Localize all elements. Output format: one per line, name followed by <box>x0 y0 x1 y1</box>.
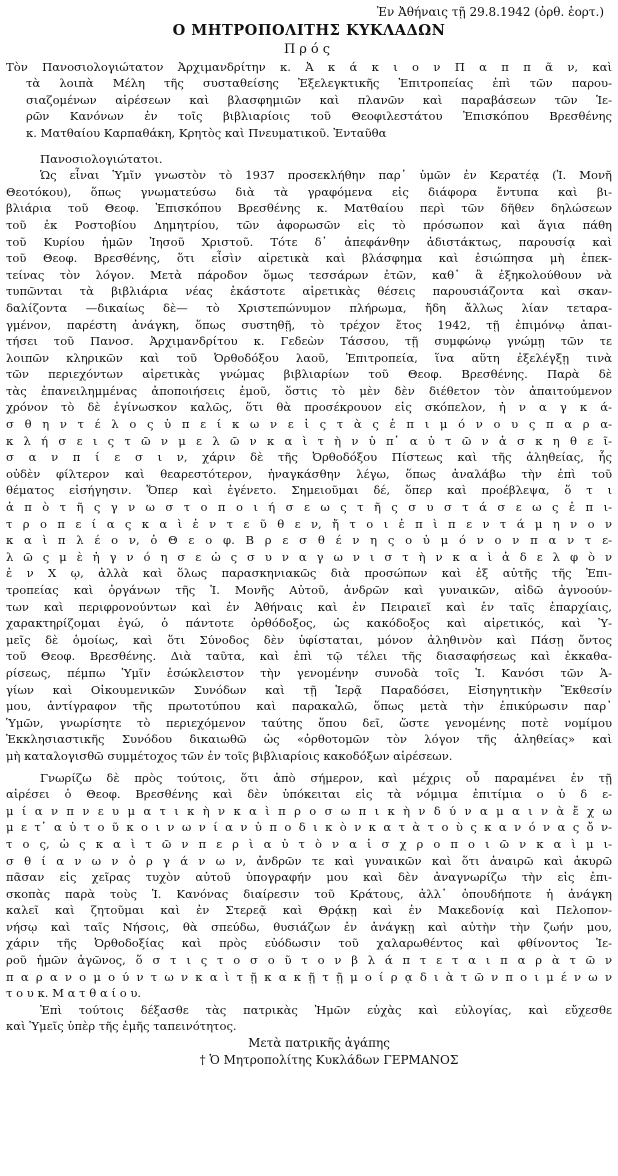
text-line: τοῦ ἐκ Ροστοβίου Δημητρίου, τῶν ἀφορωσῶν εἰς τὸ πρόσωπον καὶ ἅγια πάθη <box>6 217 612 232</box>
text-line: οὐδὲν φίλτερον καὶ θεαρεστότερον, ἠναγκάσθην λέγω, ὅπως ἀναλάβω τὴν ἐπὶ τοῦ <box>6 466 612 481</box>
signature-name: † Ὁ Μητροπολίτης Κυκλάδων ΓΕΡΜΑΝΟΣ <box>199 1052 459 1067</box>
text-line: γίων καὶ Οἰκουμενικῶν Συνόδων καὶ τῇ Ἱερᾷ Παραδόσει, Εἰσηγητικὴν Ἔκθεσίν <box>6 682 612 697</box>
closing-paragraph <box>6 1002 612 1035</box>
text-line: χαρακτηρίζομαι ἐγώ, ὁ πάντοτε ὀρθόδοξος, ὡς κακόδοξος καὶ αἱρετικός, καὶ Ὑ- <box>6 616 612 631</box>
text-line: των καὶ περιφρονούντων καὶ ἐν Ἀθήναις καὶ ἐν Πειραιεῖ καὶ ἐν ταῖς ἐπαρχίαις, <box>6 599 612 614</box>
text-line: κ λ ή σ ε ι ς τ ῶ ν μ ε λ ῶ ν κ α ὶ τ ὴ ν ὑ π᾽ α ὐ τ ῶ ν ἀ σ κ η θ ε ῖ- <box>6 433 612 448</box>
text-line: Θεοτόκου), ὅπως γνωματεύσω διὰ τὰ γραφόμενα εἰς διάφορα ἔντυπα καὶ βι- <box>6 184 612 199</box>
text-line: πᾶσαν εἰς χεῖρας τυχὸν αὐτοῦ ὑπογραφήν μου καὶ δὲν ἀναγνωρίζω τὴν εἰς ἐπι- <box>6 870 612 885</box>
text-line: σ θ η ν τ έ λ ο ς ὑ π ε ί κ ω ν ε ἰ ς τ ὰ ς ἐ π ι μ ό ν ο υ ς π α ρ α- <box>6 417 612 432</box>
text-line: Ὑμῶν, γνωρίσητε τὸ περιεχόμενον ταύτης ὅπου δεῖ, ὥστε γενομένης ποτὲ νομίμου <box>6 715 612 730</box>
text-line: τ ρ ο π ε ί α ς κ α ὶ ἐ ν τ ε ῦ θ ε ν, ἤ τ ο ι ἐ π ὶ π ε ν τ ά μ η ν ο ν <box>6 516 612 531</box>
text-line: π α ρ α ν ο μ ο ύ ν τ ω ν κ α ὶ τ ῇ κ α κ ῇ τ ῇ μ ο ί ρ ᾳ δ ι ὰ τ ῶ ν π ο ι μ έ ν ω ν <box>6 969 612 984</box>
text-line: τοῦ Κυρίου ἡμῶν Ἰησοῦ Χριστοῦ. Τότε δ᾽ ἀπεφάνθην ἀδιστάκτως, παρουσίᾳ καὶ <box>6 234 612 249</box>
body-paragraph-1 <box>6 167 612 764</box>
address-line: κ. Ματθαίου Καρπαθάκη, Κρητὸς καὶ Πνευματικοῦ. Ἐνταῦθα <box>26 125 387 140</box>
text-line: νήσῳ καὶ ταῖς Νήσοις, θὰ σπεύδω, θυσιάζων ἐν ἀνάγκῃ καὶ αὐτὴν τὴν ζωήν μου, <box>6 919 612 934</box>
text-line: τ ο υ κ. Μ α τ θ α ί ο υ. <box>6 986 142 1001</box>
text-line: γμένον, παρέστη ἀνάγκη, ὅπως συστηθῇ, τὸ τρέχον ἔτος 1942, τῇ ἐπιμόνῳ ἀπαι- <box>6 317 612 332</box>
text-line: βλιάρια τοῦ Θεοφ. Ἐπισκόπου Βρεσθένης κ. Ματθαίου περὶ τῶν δῆθεν δηλώσεων <box>6 201 612 216</box>
address-line: σιαζομένων αἱρέσεων καὶ βλασφημιῶν καὶ πλανῶν καὶ παραβάσεων τῶν Ἱε- <box>26 92 612 107</box>
text-line: μου, ἀντίγραφον τῆς πρωτοτύπου καὶ παρακαλῶ, ὅπως μετὰ τὴν ἐπικύρωσιν παρ᾽ <box>6 699 612 714</box>
text-line: τροπείας καὶ ὀργάνων τῆς Ἱ. Μονῆς Αὐτοῦ, ἀνδρῶν καὶ γυναικῶν, αἰδῶ ἀγνοούν- <box>6 583 612 597</box>
text-line: τ ο ς, ὡ ς κ α ὶ τ ῶ ν π ε ρ ὶ α ὐ τ ὸ ν α ἰ σ χ ρ ο π ο ι ῶ ν κ α ὶ μ ι- <box>6 836 612 851</box>
text-line: Ὡς εἶναι Ὑμῖν γνωστὸν τὸ 1937 προσεκλήθην παρ᾽ ὑμῶν ἐν Κερατέᾳ (Ἱ. Μονῆ <box>40 168 612 183</box>
text-line: σκοπὰς παρὰ τοὺς Ἱ. Κανόνας διαίρεσιν τοῦ Κράτους, ἀλλ᾽ ὁπουδήποτε ἡ ἀνάγκη <box>6 886 612 901</box>
text-line: χρόνον τὸ δὲ ἐγίνωσκον καλῶς, ὅτι θὰ προσέκρουον εἰς σκόπελον, ἠ ν α γ κ ά- <box>6 400 612 415</box>
text-line: σ α ν π ί ε σ ι ν, χάριν δὲ τῆς Ὀρθοδόξου Πίστεως καὶ τῆς ἀληθείας, ἧς <box>6 450 612 465</box>
text-line: τοῦ Θεοφ. Βρεσθένης. Διὰ ταῦτα, καὶ ἐπὶ τῷ τέλει τῆς διασαφήσεως καὶ ἐκκαθα- <box>6 649 612 664</box>
address-block <box>6 59 612 142</box>
text-line: δαλίζοντα —δικαίως δὲ— τὸ Χριστεπώνυμον πλήρωμα, ἤδη ἄλλως λίαν τεταρα- <box>6 300 612 315</box>
text-line: αἱρέσει ὁ Θεοφ. Βρεσθένης καὶ δὲν ὑπόκειται εἰς τὰ νόμιμα ἐπιτίμια ο ὐ δ ε- <box>6 787 612 802</box>
text-line: τείνας τὸν λόγον. Μετὰ πάροδον ὅμως τεσσάρων ἐτῶν, καθ᾽ ἃ ἐξηκολούθουν νὰ <box>6 267 612 282</box>
text-line: καλεῖ καὶ ζητοῦμαι καὶ ἐν Στερεᾷ καὶ Θρᾴκῃ καὶ ἐν Μακεδονίᾳ καὶ Πελοπον- <box>6 903 612 918</box>
text-line: μεῖς δὲ ὁμοίως, καὶ ὅτι Σύνοδος δὲν ὑφίσταται, μόνον ἀληθινὸν καὶ Πάσῃ ὄντος <box>6 632 612 647</box>
body-paragraph-2 <box>6 770 612 1002</box>
address-line: τὰ λοιπὰ Μέλη τῆς συσταθείσης Ἐξελεγκτικῆς Ἐπιτροπείας ἐπὶ τῶν παρου- <box>26 76 612 91</box>
text-line: καὶ Ὑμεῖς ὑπὲρ τῆς ἐμῆς ταπεινότητος. <box>6 1019 237 1034</box>
text-line: Ἐκκλησιαστικῆς Συνόδου δικαιωθῶ ὡς «ὀρθοτομῶν τὸν λόγον τῆς ἀληθείας» καὶ <box>6 732 612 747</box>
address-line: Τὸν Πανοσιολογιώτατον Ἀρχιμανδρίτην κ. Ἀ κ ά κ ι ο ν Π α π π ᾶ ν, καὶ <box>6 59 612 74</box>
signature-greeting: Μετὰ πατρικῆς ἀγάπης <box>248 1036 390 1051</box>
letter-title: Ο ΜΗΤΡΟΠΟΛΙΤΗΣ ΚΥΚΛΑΔΩΝ <box>172 21 446 39</box>
text-line: ρίσεως, πέμπω Ὑμῖν ἐσώκλειστον τὴν γενομένην συνοδὰ τοῖς Ἱ. Κανόσι τῶν Ἁ- <box>6 665 612 680</box>
text-line: σ θ ί α ν ω ν ὀ ρ γ ά ν ω ν, ἀνδρῶν τε καὶ γυναικῶν καὶ ὅτι ἀναιρῶ καὶ ἀκυρῶ <box>6 853 612 868</box>
text-line: ροῦ ἡμῶν ἀγῶνος, ὅ σ τ ι ς τ ο σ ο ῦ τ ο ν β λ ά π τ ε τ α ι π α ρ ὰ τ ῶ ν <box>6 953 612 968</box>
text-line: ἀ π ὸ τ ῆ ς γ ν ω σ τ ο π ο ι ή σ ε ω ς τ ῆ ς σ υ σ τ ά σ ε ω ς ἐ π ι- <box>6 500 612 515</box>
address-line: ρῶν Κανόνων ἐν τοῖς βιβλιαρίοις τοῦ Θεοφιλεστάτου Ἐπισκόπου Βρεσθένης <box>26 109 612 124</box>
salutation: Πανοσιολογιώτατοι. <box>40 151 163 166</box>
letter-pros: Πρός <box>283 41 335 57</box>
text-line: μὴ καταλογισθῶ συμμέτοχος τῶν ἐν τοῖς βιβλιαρίοις κακοδόξων αἱρέσεων. <box>6 748 453 763</box>
text-line: ἐ ν Χ ῳ, ἀλλὰ καὶ ὅλως παρασκηνιακῶς διὰ προσώπων καὶ ἐξ αὐτῆς τῆς Ἐπι- <box>6 566 612 581</box>
text-line: λοιπῶν κληρικῶν καὶ τοῦ Ὀρθοδόξου λαοῦ, Ἐπιτροπεία, ἵνα αὕτη ἐξελέγξῃ τινὰ <box>6 350 612 365</box>
text-line: μ ί α ν π ν ε υ μ α τ ι κ ὴ ν κ α ὶ π ρ ο σ ω π ι κ ὴ ν δ ύ ν α μ α ι ν ὰ ἔ χ ω <box>6 803 612 818</box>
text-line: τοῦ Θεοφ. Βρεσθένης, ὅτι εἶσὶν αἱρετικὰ καὶ βλάσφημα καὶ ἐσιώπησα μὴ ἐπεκ- <box>6 251 612 266</box>
text-line: μ ε τ᾽ α ὐ τ ο ῦ κ ο ι ν ω ν ί α ν ὑ π ο δ ι κ ὸ ν κ α τ ὰ τ ο ὺ ς κ α ν ό ν α ς ὄ ν- <box>6 820 612 835</box>
text-line: Ἐπὶ τούτοις δέξασθε τὰς πατρικὰς Ἡμῶν εὐχὰς καὶ εὐλογίας, καὶ εὔχεσθε <box>40 1002 612 1017</box>
text-line: τήσει τοῦ Πανοσ. Ἀρχιμανδρίτου κ. Γεδεὼν Τάσσου, τῇ συμφώνῳ γνώμῃ τῶν τε <box>6 334 612 349</box>
text-line: τυπῶνται τὰ βιβλιάρια νέας ἑκάστοτε αἱρετικὰς θέσεις παρουσιάζοντα καὶ σκαν- <box>6 284 612 299</box>
text-line: τὰς ἐπανειλημμένας ἀποποιήσεις ἐμοῦ, ὅστις τὸ μὲν δὲν διέθετον τὸν ἀπαιτούμενον <box>6 383 612 398</box>
text-line: κ α ὶ π λ έ ο ν, ὁ Θ ε ο φ. Β ρ ε σ θ έ ν η ς ο ὐ μ ό ν ο ν π α ν τ ε- <box>6 533 612 548</box>
text-line: χάριν τῆς Ὀρθοδοξίας καὶ πρὸς εὐόδωσιν τοῦ χαλαρωθέντος καὶ φθίνοντος Ἱε- <box>6 936 612 951</box>
text-line: θέματος εἰσήγησιν. Ὅπερ καὶ ἐγένετο. Σημειοῦμαι δέ, ὅπερ καὶ προέβλεψα, ὅ τ ι <box>6 483 612 498</box>
text-line: λ ῶ ς μ ὲ ἠ γ ν ό η σ ε ὡ ς σ υ ν α γ ω ν ι σ τ ὴ ν κ α ὶ ἀ δ ε λ φ ὸ ν <box>6 549 612 564</box>
letter-date: Ἐν Ἀθήναις τῇ 29.8.1942 (ὀρθ. ἑορτ.) <box>376 5 604 19</box>
text-line: Γνωρίζω δὲ πρὸς τούτοις, ὅτι ἀπὸ σήμερον, καὶ μέχρις οὗ παραμένει ἐν τῇ <box>40 770 612 785</box>
text-line: τῶν περιεχόντων αἱρετικὰς γνώμας βιβλιαρίων τοῦ Θεοφ. Βρεσθένης. Παρὰ δὲ <box>6 367 612 382</box>
